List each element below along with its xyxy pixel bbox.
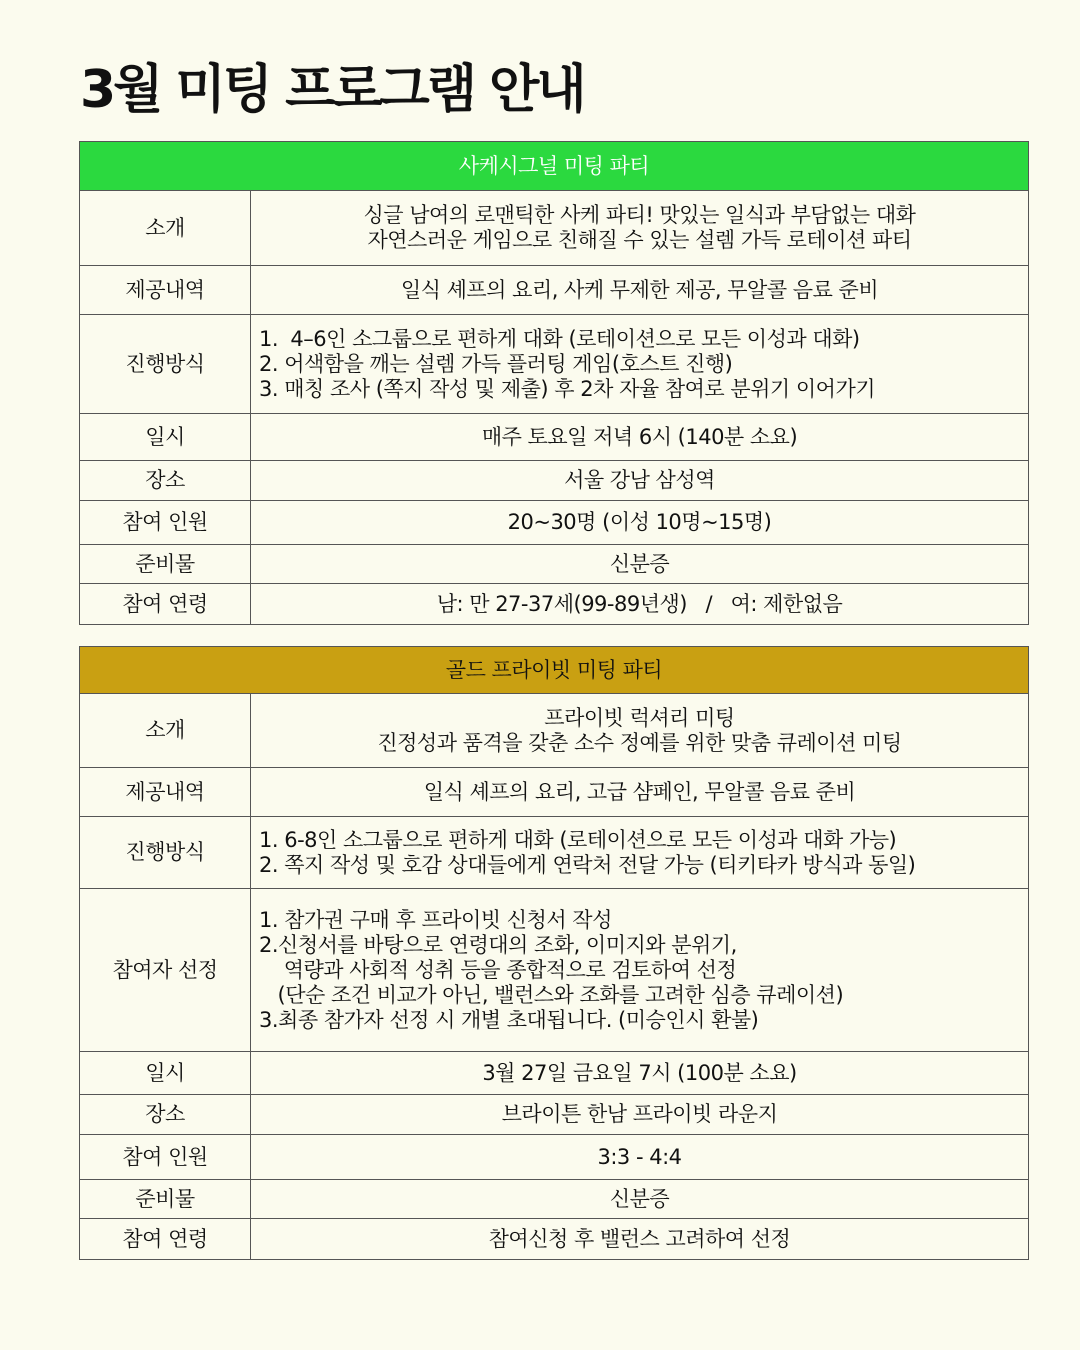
value-line: 2.신청서를 바탕으로 연령대의 조화, 이미지와 분위기, — [259, 932, 737, 957]
value-line: 브라이튼 한남 프라이빗 라운지 — [501, 1102, 778, 1126]
value-line: 일식 셰프의 요리, 사케 무제한 제공, 무알콜 음료 준비 — [400, 277, 879, 302]
row-value — [251, 817, 1029, 889]
value-line: 서울 강남 삼성역 — [564, 468, 715, 492]
value-line: 남: 만 27-37세(99-89년생) / 여: 제한없음 — [436, 591, 843, 616]
row-label: 소개 — [80, 191, 251, 266]
row-value — [251, 1095, 1029, 1135]
row-value — [251, 315, 1029, 414]
row-value — [251, 889, 1029, 1052]
value-line: 3:3 - 4:4 — [597, 1144, 682, 1169]
value-line: 3. 매칭 조사 (쪽지 작성 및 제출) 후 2차 자율 참여로 분위기 이어가기 — [259, 376, 876, 401]
value-line: (단순 조건 비교가 아닌, 밸런스와 조화를 고려한 심층 큐레이션) — [259, 982, 844, 1007]
row-label: 장소 — [80, 1095, 251, 1135]
row-label: 참여 연령 — [80, 1219, 251, 1260]
value-line: 신분증 — [609, 1186, 670, 1211]
value-line: 일식 셰프의 요리, 고급 샴페인, 무알콜 음료 준비 — [423, 779, 856, 804]
value-line: 2. 어색함을 깨는 설렘 가득 플러팅 게임(호스트 진행) — [259, 351, 733, 376]
value-line: 신분증 — [609, 551, 670, 576]
row-value — [251, 501, 1029, 545]
value-line: 매주 토요일 저녁 6시 (140분 소요) — [481, 424, 798, 449]
row-label: 진행방식 — [80, 817, 251, 889]
row-label: 참여 연령 — [80, 584, 251, 625]
row-label: 준비물 — [80, 545, 251, 584]
row-label: 일시 — [80, 414, 251, 461]
row-value — [251, 768, 1029, 817]
row-label: 장소 — [80, 461, 251, 501]
value-line: 싱글 남여의 로맨틱한 사케 파티! 맛있는 일식과 부담없는 대화 — [363, 203, 916, 227]
row-value — [251, 414, 1029, 461]
value-line: 자연스러운 게임으로 친해질 수 있는 설렘 가득 로테이션 파티 — [367, 228, 912, 252]
section-header: 골드 프라이빗 미팅 파티 — [80, 647, 1029, 694]
value-line: 역량과 사회적 성취 등을 종합적으로 검토하여 선정 — [259, 957, 737, 982]
row-value — [251, 1219, 1029, 1260]
row-value — [251, 545, 1029, 584]
row-label: 제공내역 — [80, 768, 251, 817]
page-title: 3월 미팅 프로그램 안내 — [80, 60, 584, 120]
row-label: 소개 — [80, 694, 251, 768]
section-header: 사케시그널 미팅 파티 — [80, 142, 1029, 191]
row-value — [251, 1052, 1029, 1095]
program-table-gold-private — [79, 646, 1029, 1260]
row-value — [251, 191, 1029, 266]
row-label: 준비물 — [80, 1180, 251, 1219]
value-line: 1. 6-8인 소그룹으로 편하게 대화 (로테이션으로 모든 이성과 대화 가능) — [259, 827, 897, 852]
row-label: 참여 인원 — [80, 1135, 251, 1180]
value-line: 3월 27일 금요일 7시 (100분 소요) — [482, 1060, 797, 1085]
row-label: 참여자 선정 — [80, 889, 251, 1052]
row-value — [251, 1180, 1029, 1219]
value-line: 20~30명 (이성 10명~15명) — [507, 510, 772, 534]
row-value — [251, 694, 1029, 768]
row-label: 진행방식 — [80, 315, 251, 414]
row-label: 제공내역 — [80, 266, 251, 315]
row-label: 참여 인원 — [80, 501, 251, 545]
row-label: 일시 — [80, 1052, 251, 1095]
value-line: 프라이빗 럭셔리 미팅 — [544, 705, 735, 730]
row-value — [251, 1135, 1029, 1180]
value-line: 2. 쪽지 작성 및 호감 상대들에게 연락처 전달 가능 (티키타카 방식과 동일) — [259, 852, 916, 877]
value-line: 1. 4–6인 소그룹으로 편하게 대화 (로테이션으로 모든 이성과 대화) — [259, 326, 860, 351]
value-line: 3.최종 참가자 선정 시 개별 초대됩니다. (미승인시 환불) — [259, 1007, 759, 1032]
row-value — [251, 584, 1029, 625]
row-value — [251, 461, 1029, 501]
row-value — [251, 266, 1029, 315]
value-line: 참여신청 후 밸런스 고려하여 선정 — [488, 1226, 791, 1251]
value-line: 진정성과 품격을 갖춘 소수 정예를 위한 맞춤 큐레이션 미팅 — [377, 730, 902, 755]
program-table-sake-signal — [79, 141, 1029, 625]
value-line: 1. 참가권 구매 후 프라이빗 신청서 작성 — [259, 907, 612, 932]
